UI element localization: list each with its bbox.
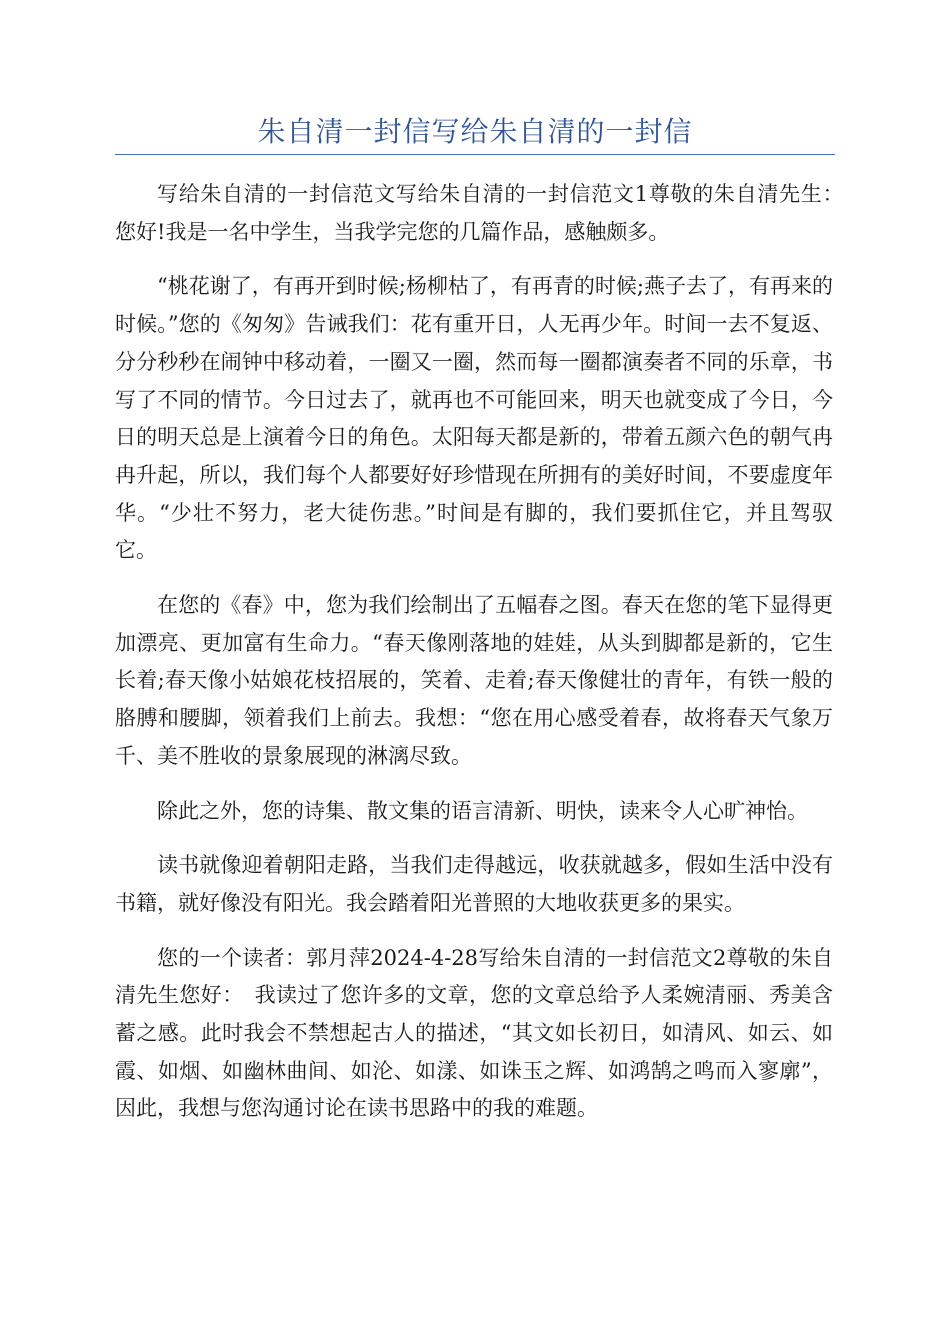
paragraph-1: 写给朱自清的一封信范文写给朱自清的一封信范文1尊敬的朱自清先生： 您好!我是一名中学生，当我学完您的几篇作品，感触颇多。	[115, 182, 854, 244]
document-title: 朱自清一封信写给朱自清的一封信	[257, 115, 693, 148]
paragraph-2: “桃花谢了，有再开到时候;杨柳枯了，有再青的时候;燕子去了，有再来的时候。”您的《匆匆》告诫我们：花有重开日，人无再少年。时间一去不复返、分分秒秒在闹钟中移动着，一圈又一圈，然而每一圈都演奏者不同的乐章，书写了不同的情节。今日过去了，就再也不可能回来，明天也就变成了今日，今日的明天总是上演着今日的角色。太阳每天都是新的，带着五颜六色的朝气冉冉升起，所以，我们每个人都要好好珍惜现在所拥有的美好时间，不要虚度年华。“少壮不努力，老大徒伤悲。”时间是有脚的，我们要抓住它，并且驾驭它。	[115, 274, 833, 563]
paragraph-5: 读书就像迎着朝阳走路，当我们走得越远，收获就越多，假如生活中没有书籍，就好像没有阳光。我会踏着阳光普照的大地收获更多的果实。	[115, 853, 833, 915]
paragraph-6: 您的一个读者：郭月萍2024-4-28写给朱自清的一封信范文2尊敬的朱自清先生您好： 我读过了您许多的文章，您的文章总给予人柔婉清丽、秀美含蓄之感。此时我会不禁想起古人的描述，“其文如长初日，如清风、如云、如霞、如烟、如幽林曲间、如沦、如漾、如诛玉之辉、如鸿鹄之鸣而入寥廓”，因此，我想与您沟通讨论在读书思路中的我的难题。	[115, 945, 833, 1121]
paragraph-4: 除此之外，您的诗集、散文集的语言清新、明快，读来令人心旷神怡。	[157, 798, 808, 823]
paragraph-3: 在您的《春》中，您为我们绘制出了五幅春之图。春天在您的笔下显得更加漂亮、更加富有生命力。“春天像刚落地的娃娃，从头到脚都是新的，它生长着;春天像小姑娘花枝招展的，笑着、走着;春天像健壮的青年，有铁一般的胳膊和腰脚，领着我们上前去。我想：“您在用心感受着春，故将春天气象万千、美不胜收的景象展现的淋漓尽致。	[115, 593, 833, 768]
document-body	[115, 176, 854, 1145]
title-underline	[115, 154, 835, 155]
